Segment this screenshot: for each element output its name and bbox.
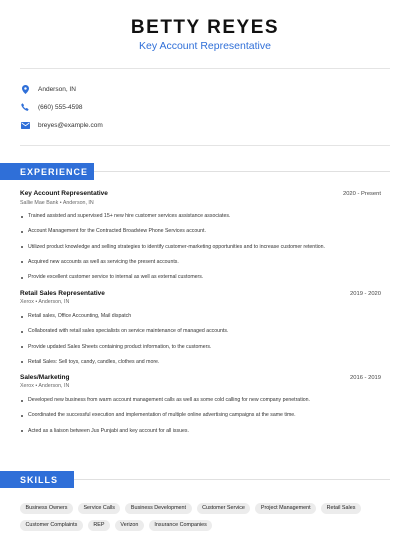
contact-email[interactable] [20, 118, 103, 132]
skills-header-line [74, 479, 390, 480]
job-company: Sallie Mae Bank [20, 200, 59, 206]
contact-location [20, 82, 76, 96]
skill-chip: Business Owners [20, 503, 73, 514]
skill-chip: Business Development [125, 503, 191, 514]
meta-separator: • [35, 299, 39, 305]
job-bullet: Acted as a liaison between Jus Punjabi and key account for all issues. [20, 428, 380, 443]
job-dates: 2019 - 2020 [350, 291, 381, 297]
phone-icon [20, 101, 30, 113]
skills-row [20, 503, 390, 514]
job-title: Retail Sales Representative [20, 290, 105, 297]
skill-chip: Customer Service [197, 503, 251, 514]
job-meta [20, 200, 94, 206]
skill-chip: Verizon [115, 520, 144, 531]
skills-section-header [0, 471, 74, 488]
skill-chip: Customer Complaints [20, 520, 83, 531]
resume-name: BETTY REYES [130, 17, 280, 38]
job-bullet: Coordinated the successful execution and implementation of multiple online advertising campaigns at the same time. [20, 412, 380, 427]
job-location: Anderson, IN [38, 299, 70, 305]
skill-chip: Project Management [255, 503, 316, 514]
job-bullet: Trained assisted and supervised 15+ new hire customer services assistance associates. [20, 213, 380, 228]
job-bullets [20, 397, 380, 443]
job-bullet: Retail Sales: Sell toys, candy, candles, clothes and more. [20, 359, 380, 374]
job-bullet: Acquired new accounts as well as servicing the present accounts. [20, 259, 380, 274]
job-location: Anderson, IN [38, 383, 70, 389]
experience-header-line [94, 171, 390, 172]
job-company: Xerox [20, 299, 34, 305]
job-bullet: Collaborated with retail sales specialists on service maintenance of managed accounts. [20, 328, 380, 343]
meta-separator: • [35, 383, 39, 389]
experience-heading: EXPERIENCE [20, 166, 89, 177]
job-meta [20, 383, 69, 389]
skill-chip: Service Calls [78, 503, 120, 514]
job-dates: 2020 - Present [342, 191, 381, 197]
skill-chip: Retail Sales [321, 503, 361, 514]
contact-location-text: Anderson, IN [38, 85, 76, 93]
skills-list [20, 503, 390, 537]
contact-email-text: breyes@example.com [38, 121, 103, 129]
job-location: Anderson, IN [62, 200, 94, 206]
job-bullets [20, 213, 380, 289]
header-divider [20, 68, 390, 69]
job-meta [20, 299, 69, 305]
job-bullet: Retail sales, Office Accounting, Mail dispatch [20, 313, 380, 328]
contact-phone-text: (660) 555-4598 [38, 103, 83, 111]
job-bullet: Provide excellent customer service to internal as well as external customers. [20, 274, 380, 289]
experience-section-header [0, 163, 94, 180]
job-bullet: Account Management for the Contracted Broadview Phone Services account. [20, 228, 380, 243]
resume-title: Key Account Representative [139, 40, 271, 52]
job-bullet: Developed new business from warm account management calls as well as some cold calling for new company penetration. [20, 397, 380, 412]
job-bullet: Provide updated Sales Sheets containing product information, to the customers. [20, 344, 380, 359]
job-bullets [20, 313, 380, 374]
job-bullet: Utilized product knowledge and selling strategies to identify customer-marketing opportunities and to increase customer retention. [20, 244, 380, 259]
job-company: Xerox [20, 383, 34, 389]
skills-row [20, 520, 390, 531]
contact-divider [20, 145, 390, 146]
job-title: Key Account Representative [20, 190, 108, 197]
skill-chip: REP [88, 520, 110, 531]
contact-phone[interactable] [20, 100, 82, 114]
skill-chip: Insurance Companies [149, 520, 212, 531]
location-pin-icon [20, 83, 30, 95]
meta-separator: • [59, 200, 63, 206]
job-dates: 2016 - 2019 [350, 375, 381, 381]
skills-heading: SKILLS [20, 474, 59, 485]
job-title: Sales/Marketing [20, 374, 70, 381]
mail-icon [20, 119, 30, 131]
